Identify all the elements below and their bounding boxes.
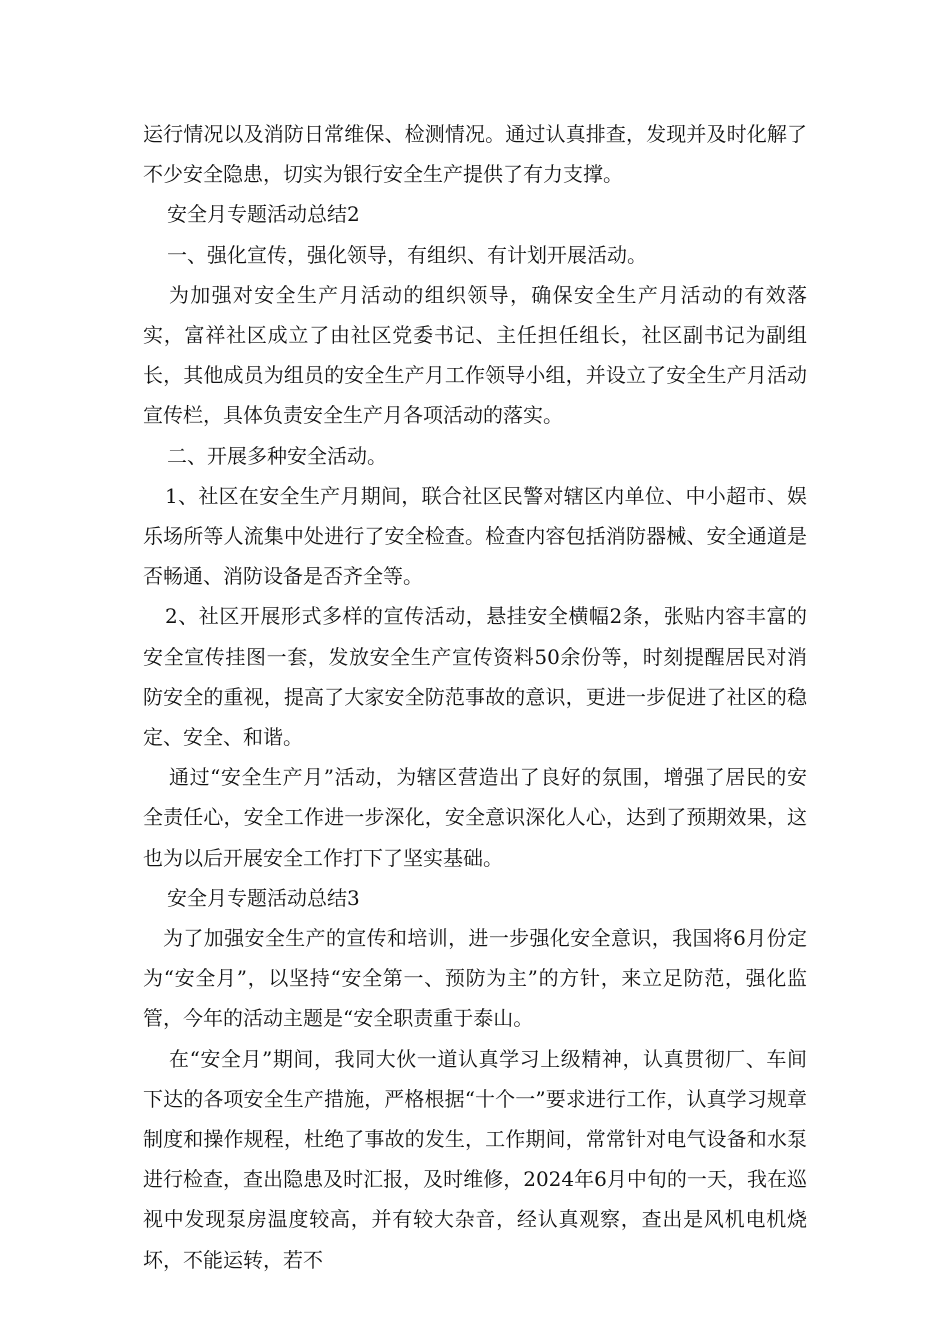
paragraph-continuation: 运行情况以及消防日常维保、检测情况。通过认真排查，发现并及时化解了不少安全隐患，切实为银行安全生产提供了有力支撑。 (143, 122, 807, 187)
subheading-strengthen-publicity: 一、强化宣传，强化领导，有组织、有计划开展活动。 (167, 242, 647, 267)
paragraph-publicity-activities: 2、社区开展形式多样的宣传活动，悬挂安全横幅2条，张贴内容丰富的安全宣传挂图一套，发放安全生产宣传资料50余份等，时刻提醒居民对消防安全的重视，提高了大家安全防范事故的意识，更进一步促进了社区的稳定、安全、和谐。 (143, 604, 807, 750)
paragraph-safety-month-intro: 为了加强安全生产的宣传和培训，进一步强化安全意识，我国将6月份定为“安全月”，以坚持“安全第一、预防为主”的方针，来立足防范，强化监管，今年的活动主题是“安全职责重于泰山。 (143, 926, 807, 1031)
section-heading-3: 安全月专题活动总结3 (167, 885, 360, 910)
section-heading-2: 安全月专题活动总结2 (167, 202, 360, 227)
paragraph-safety-inspection: 1、社区在安全生产月期间，联合社区民警对辖区内单位、中小超市、娱乐场所等人流集中处进行了安全检查。检查内容包括消防器械、安全通道是否畅通、消防设备是否齐全等。 (143, 483, 807, 589)
document-body (143, 114, 807, 1280)
paragraph-safety-month-result: 通过“安全生产月”活动，为辖区营造出了良好的氛围，增强了居民的安全责任心，安全工作进一步深化，安全意识深化人心，达到了预期效果，这也为以后开展安全工作打下了坚实基础。 (143, 765, 807, 870)
paragraph-leadership-group: 为加强对安全生产月活动的组织领导，确保安全生产月活动的有效落实，富祥社区成立了由社区党委书记、主任担任组长，社区副书记为副组长，其他成员为组员的安全生产月工作领导小组，并设立了安全生产月活动宣传栏，具体负责安全生产月各项活动的落实。 (143, 282, 807, 428)
paragraph-personal-work: 在“安全月”期间，我同大伙一道认真学习上级精神，认真贯彻厂、车间下达的各项安全生产措施，严格根据“十个一”要求进行工作，认真学习规章制度和操作规程，杜绝了事故的发生，工作期间，常常针对电气设备和水泵进行检查，查出隐患及时汇报，及时维修，2024年6月中旬的一天，我在巡视中发现泵房温度较高，并有较大杂音，经认真观察，查出是风机电机烧坏，不能运转，若不 (143, 1046, 807, 1272)
subheading-safety-activities: 二、开展多种安全活动。 (167, 443, 387, 468)
